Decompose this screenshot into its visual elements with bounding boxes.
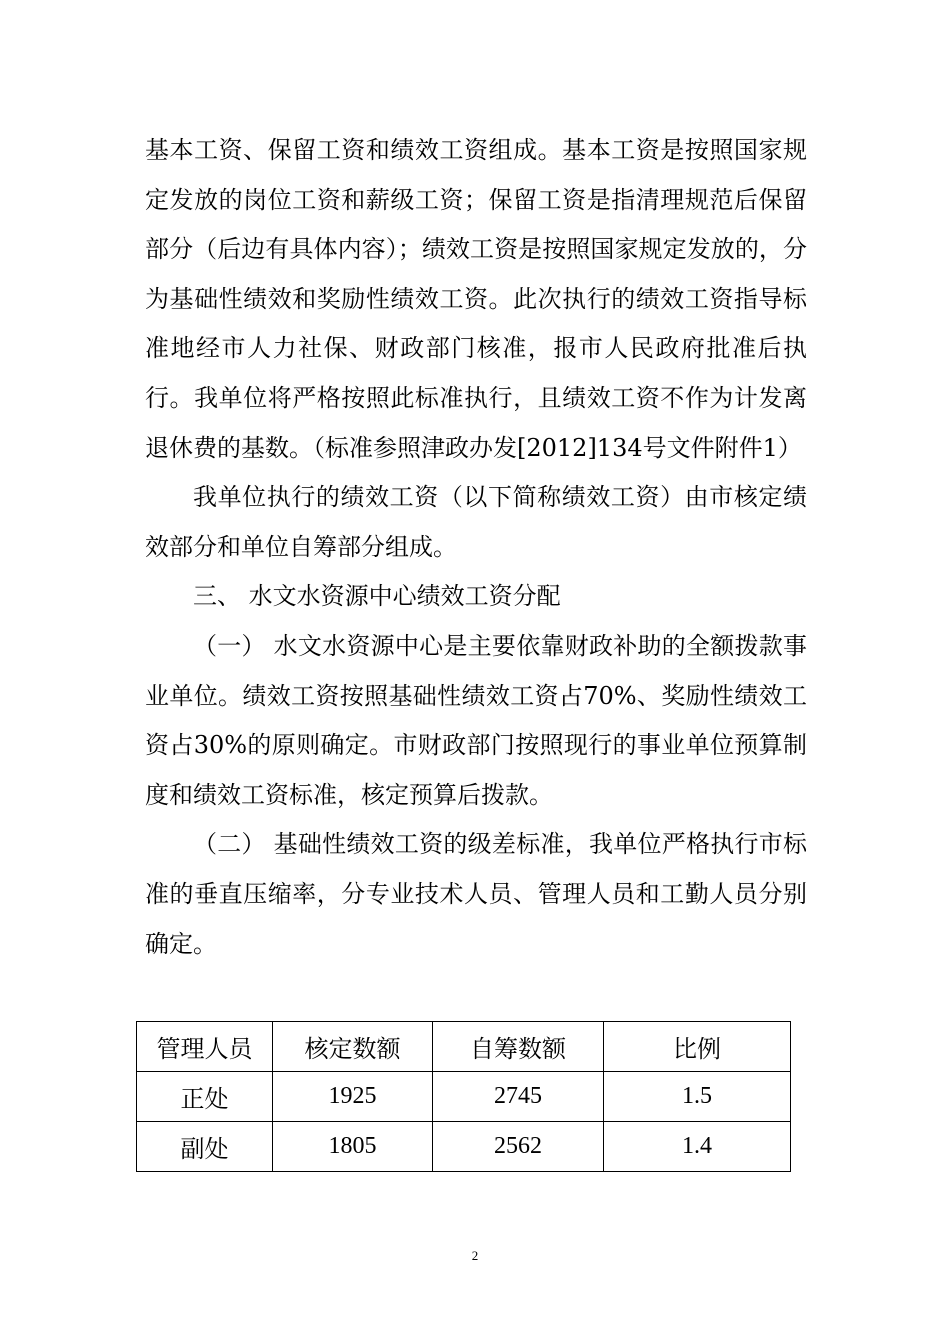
table-cell-role: 副处 <box>137 1122 273 1172</box>
table-header-cell: 自筹数额 <box>433 1022 604 1072</box>
table-row <box>137 1072 791 1122</box>
table-cell-self-raised: 2562 <box>433 1122 604 1172</box>
paragraph-salary-composition: 基本工资、保留工资和绩效工资组成。基本工资是按照国家规定发放的岗位工资和薪级工资；保留工资是指清理规范后保留部分（后边有具体内容）；绩效工资是按照国家规定发放的，分为基础性绩效和奖励性绩效工资。此次执行的绩效工资指导标准地经市人力社保、财政部门核准，报市人民政府批准后执行。我单位将严格按照此标准执行，且绩效工资不作为计发离退休费的基数。（标准参照津政办发[2012]134号文件附件1） <box>145 136 807 462</box>
table-row <box>137 1122 791 1172</box>
page-number: 2 <box>471 1248 479 1263</box>
table-cell-self-raised: 2745 <box>433 1072 604 1122</box>
table-cell-ratio: 1.4 <box>604 1122 791 1172</box>
table-cell-approved: 1805 <box>273 1122 433 1172</box>
table-header-row <box>137 1022 791 1072</box>
document-body <box>145 126 807 969</box>
table-header-cell: 管理人员 <box>137 1022 273 1072</box>
paragraph-item-one: （一） 水文水资源中心是主要依靠财政补助的全额拨款事业单位。绩效工资按照基础性绩效工资占70%、奖励性绩效工资占30%的原则确定。市财政部门按照现行的事业单位预算制度和绩效工资标准，核定预算后拨款。 <box>145 631 807 809</box>
paragraph-performance-pay-source: 我单位执行的绩效工资（以下简称绩效工资）由市核定绩效部分和单位自筹部分组成。 <box>145 483 807 561</box>
table-cell-ratio: 1.5 <box>604 1072 791 1122</box>
paragraph-item-two: （二） 基础性绩效工资的级差标准，我单位严格执行市标准的垂直压缩率，分专业技术人员、管理人员和工勤人员分别确定。 <box>145 830 807 958</box>
section-heading-distribution: 三、 水文水资源中心绩效工资分配 <box>193 582 561 611</box>
table-header-cell: 核定数额 <box>273 1022 433 1072</box>
table-cell-role: 正处 <box>137 1072 273 1122</box>
table-header-cell: 比例 <box>604 1022 791 1072</box>
table-cell-approved: 1925 <box>273 1072 433 1122</box>
management-pay-table <box>136 1021 791 1172</box>
